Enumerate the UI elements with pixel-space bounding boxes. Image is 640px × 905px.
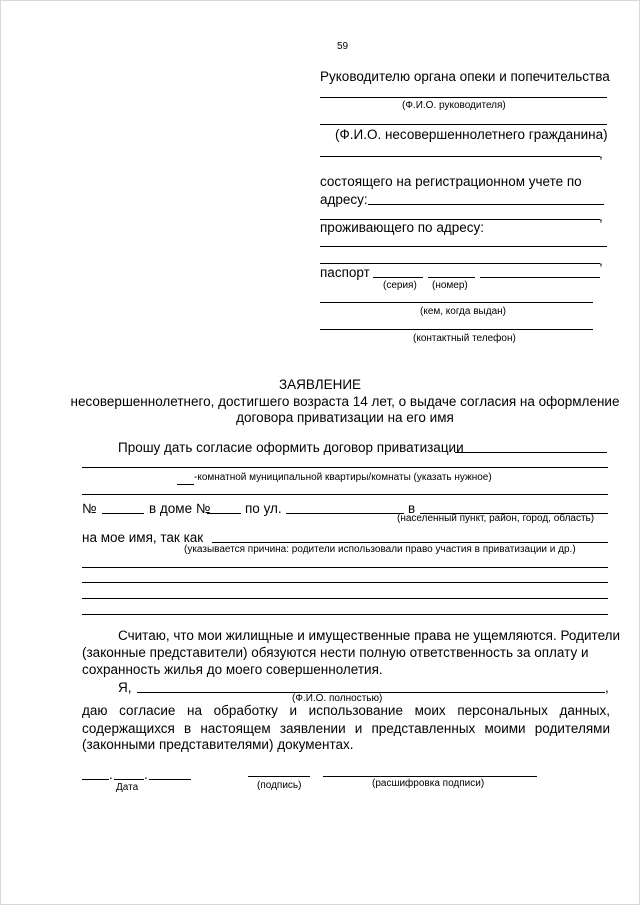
- reason-line[interactable]: [212, 542, 608, 543]
- locality-caption: (населенный пункт, район, город, область): [397, 513, 595, 524]
- date-dot: .: [144, 767, 148, 782]
- passport-issued-line[interactable]: [320, 302, 593, 303]
- because-label: на мое имя, так как: [82, 530, 204, 545]
- passport-series-line[interactable]: [373, 277, 423, 278]
- passport-label: паспорт: [320, 265, 370, 280]
- comma: ,: [599, 209, 603, 224]
- document-subtitle-1: несовершеннолетнего, достигшего возраста 14 лет, о выдаче согласия на оформление: [70, 394, 620, 409]
- privatization-line-2[interactable]: [82, 467, 608, 468]
- passport-extra-line[interactable]: [480, 277, 600, 278]
- passport-number-line[interactable]: [428, 277, 475, 278]
- phone-caption: (контактный телефон): [413, 333, 516, 344]
- consent-line-2: содержащихся в настоящем заявлении и представленных моими родителями: [82, 721, 610, 736]
- head-name-caption: (Ф.И.О. руководителя): [402, 100, 506, 111]
- registered-at-label: состоящего на регистрационном учете по: [320, 174, 582, 189]
- issued-caption: (кем, когда выдан): [420, 306, 506, 317]
- addressee: Руководителю органа опеки и попечительства: [320, 69, 610, 84]
- number-caption: (номер): [432, 280, 468, 291]
- request-text: Прошу дать согласие оформить договор приватизации: [118, 440, 464, 455]
- rooms-caption: -комнатной муниципальной квартиры/комнаты (указать нужное): [194, 472, 492, 483]
- decode-line[interactable]: [323, 776, 537, 777]
- consent-line-1: даю согласие на обработку и использование моих персональных данных,: [82, 703, 610, 718]
- i-label: Я,: [118, 680, 132, 695]
- rooms-count-line[interactable]: [177, 484, 194, 485]
- phone-line[interactable]: [320, 329, 593, 330]
- consent-line-3: (законными представителями) документах.: [82, 737, 354, 752]
- comma: ,: [599, 146, 603, 161]
- house-number-line[interactable]: [207, 513, 241, 514]
- date-caption: Дата: [116, 782, 139, 793]
- residing-address-line-2[interactable]: [320, 263, 600, 264]
- privatization-line-1[interactable]: [455, 452, 607, 453]
- document-subtitle-2: договора приватизации на его имя: [236, 410, 454, 425]
- reason-line-4[interactable]: [82, 598, 608, 599]
- document-title: ЗАЯВЛЕНИЕ: [278, 377, 362, 392]
- page-number: 59: [337, 41, 349, 52]
- date-year-line[interactable]: [149, 779, 191, 780]
- reason-line-5[interactable]: [82, 614, 608, 615]
- house-label: в доме №: [149, 501, 211, 516]
- reason-caption: (указывается причина: родители использовали право участия в приватизации и др.): [184, 544, 576, 555]
- comma: ,: [599, 253, 603, 268]
- signature-line[interactable]: [248, 776, 310, 777]
- date-day-line[interactable]: [82, 779, 109, 780]
- signature-caption: (подпись): [257, 780, 302, 791]
- paragraph-line-3: сохранность жилья до моего совершеннолетия.: [82, 662, 383, 677]
- street-label: по ул.: [245, 501, 282, 516]
- residing-address-line-1[interactable]: [320, 246, 607, 247]
- date-month-line[interactable]: [114, 779, 144, 780]
- registered-address-line-1[interactable]: [368, 204, 604, 205]
- fullname-caption: (Ф.И.О. полностью): [292, 693, 383, 704]
- minor-name-caption: (Ф.И.О. несовершеннолетнего гражданина): [335, 127, 608, 142]
- reason-line-3[interactable]: [82, 582, 608, 583]
- comma: ,: [605, 680, 609, 695]
- apt-number-label: №: [82, 501, 97, 516]
- date-dot: .: [109, 767, 113, 782]
- paragraph-line-2: (законные представители) обязуются нести полную ответственность за оплату и: [82, 645, 589, 660]
- street-line[interactable]: [286, 513, 404, 514]
- apartment-line[interactable]: [82, 494, 608, 495]
- in-label: в: [408, 501, 416, 516]
- minor-name-line-top[interactable]: [320, 124, 607, 125]
- paragraph-line-1: Считаю, что мои жилищные и имущественные права не ущемляются. Родители: [118, 628, 621, 643]
- minor-name-line[interactable]: [320, 156, 600, 157]
- residing-at-label: проживающего по адресу:: [320, 220, 484, 235]
- decode-caption: (расшифровка подписи): [372, 778, 485, 789]
- head-name-line[interactable]: [320, 97, 607, 98]
- apt-number-line[interactable]: [102, 513, 144, 514]
- reason-line-2[interactable]: [82, 567, 608, 568]
- series-caption: (серия): [383, 280, 417, 291]
- address-label: адресу:: [320, 192, 368, 207]
